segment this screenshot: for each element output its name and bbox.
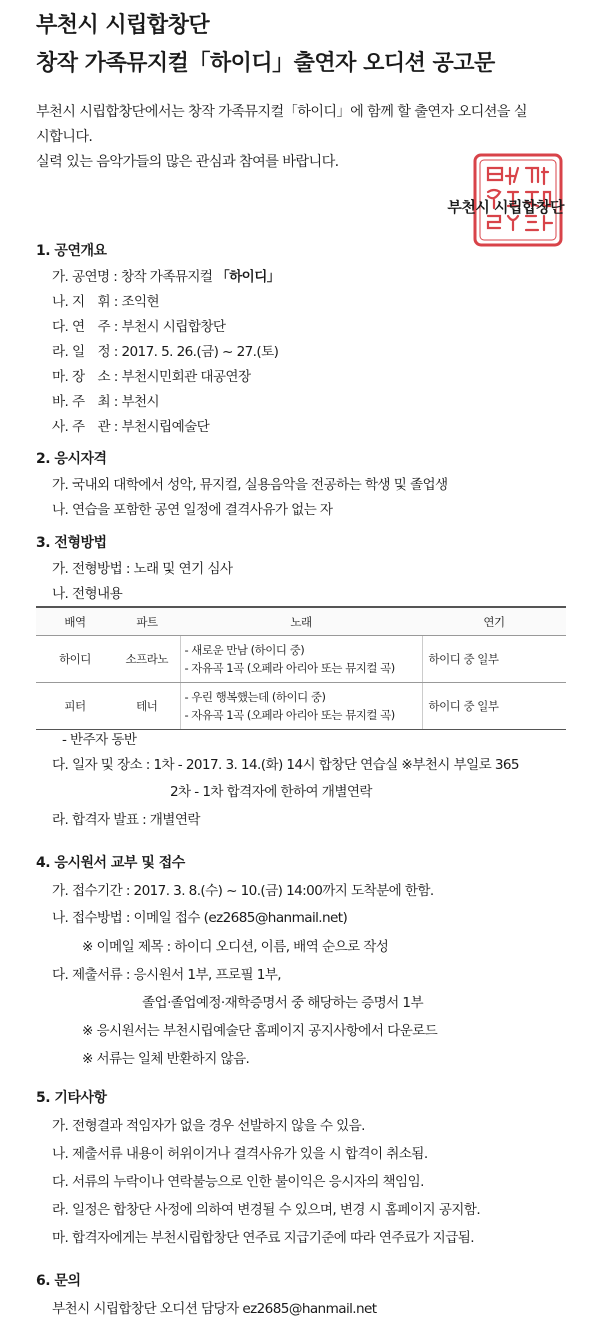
list-item: 가. 국내외 대학에서 성악, 뮤지컬, 실용음악을 전공하는 학생 및 졸업생 [52,477,448,493]
list-item: 다. 일자 및 장소 : 1차 - 2017. 3. 14.(화) 14시 합창단 연습실 ※부천시 부일로 365 [52,757,519,773]
acting-cell: 하이디 중 일부 [422,683,566,730]
accompanist-note: - 반주자 동반 [62,732,137,748]
table-header-cell: 배역 [36,607,114,636]
list-item: 2차 - 1차 합격자에 한하여 개별연락 [170,784,372,800]
page-title-org: 부천시 시립합창단 [36,13,210,38]
list-item: 나. 전형내용 [52,586,123,602]
signer-name: 부천시 시립합창단 [447,198,564,216]
part-cell: 테너 [114,683,180,730]
section-heading: 6. 문의 [36,1273,81,1289]
section-heading: 3. 전형방법 [36,535,107,551]
list-item: 라. 합격자 발표 : 개별연락 [52,812,200,828]
list-item [52,265,280,285]
song-item: - 새로운 만남 (하이디 중) [184,643,305,657]
list-item: 졸업·졸업예정·재학증명서 중 해당하는 증명서 1부 [142,995,424,1011]
section-heading: 1. 공연개요 [36,243,107,259]
acting-cell: 하이디 중 일부 [422,636,566,683]
list-item: 다. 제출서류 : 응시원서 1부, 프로필 1부, [52,967,282,983]
list-item: 마. 합격자에게는 부천시립합창단 연주료 지급기준에 따라 연주료가 지급됨. [52,1230,474,1246]
intro-line: 실력 있는 음악가들의 많은 관심과 참여를 바랍니다. [36,154,339,170]
list-item: 가. 전형방법 : 노래 및 연기 심사 [52,561,233,577]
section-heading: 4. 응시원서 교부 및 접수 [36,855,185,871]
list-item: 라. 일정은 합창단 사정에 의하여 변경될 수 있으며, 변경 시 홈페이지 공지함. [52,1202,481,1218]
part-cell: 소프라노 [114,636,180,683]
table-header-cell: 파트 [114,607,180,636]
table-header-row [36,607,566,636]
note-item: ※ 응시원서는 부천시립예술단 홈페이지 공지사항에서 다운로드 [82,1023,438,1039]
audition-table [36,606,566,730]
list-item-text: 가. 공연명 : 창작 가족뮤지컬 [52,269,217,285]
song-cell [180,636,422,683]
note-item: ※ 서류는 일체 반환하지 않음. [82,1051,250,1067]
section-heading: 5. 기타사항 [36,1090,107,1106]
table-header-cell: 연기 [422,607,566,636]
intro-line: 부천시 시립합창단에서는 창작 가족뮤지컬「하이디」에 함께 할 출연자 오디션을 실 [36,104,527,120]
role-cell: 하이디 [36,636,114,683]
table-header-cell: 노래 [180,607,422,636]
list-item: 마. 장 소 : 부천시민회관 대공연장 [52,369,251,385]
list-item: 나. 연습을 포함한 공연 일정에 결격사유가 없는 자 [52,502,333,518]
list-item: 나. 접수방법 : 이메일 접수 (ez2685@hanmail.net) [52,910,348,926]
list-item: 다. 연 주 : 부천시 시립합창단 [52,319,226,335]
table-row [36,683,566,730]
musical-title: 「하이디」 [216,269,280,285]
section-heading: 2. 응시자격 [36,451,107,467]
table-row [36,636,566,683]
list-item: 라. 일 정 : 2017. 5. 26.(금) ~ 27.(토) [52,344,279,360]
page-title-main: 창작 가족뮤지컬「하이디」출연자 오디션 공고문 [36,51,495,76]
list-item: 사. 주 관 : 부천시립예술단 [52,419,210,435]
note-item: ※ 이메일 제목 : 하이디 오디션, 이름, 배역 순으로 작성 [82,939,389,955]
contact-line: 부천시 시립합창단 오디션 담당자 ez2685@hanmail.net [52,1301,377,1317]
list-item: 가. 접수기간 : 2017. 3. 8.(수) ~ 10.(금) 14:00까지 도착분에 한함. [52,883,434,899]
song-item: - 자유곡 1곡 (오페라 아리아 또는 뮤지컬 곡) [184,661,395,675]
intro-line: 시합니다. [36,129,93,145]
song-cell [180,683,422,730]
role-cell: 피터 [36,683,114,730]
list-item: 나. 지 휘 : 조익현 [52,294,160,310]
song-item: - 자유곡 1곡 (오페라 아리아 또는 뮤지컬 곡) [184,708,395,722]
list-item: 다. 서류의 누락이나 연락불능으로 인한 불이익은 응시자의 책임임. [52,1174,424,1190]
list-item: 나. 제출서류 내용이 허위이거나 결격사유가 있을 시 합격이 취소됨. [52,1146,428,1162]
list-item: 가. 전형결과 적임자가 없을 경우 선발하지 않을 수 있음. [52,1118,365,1134]
song-item: - 우린 행복했는데 (하이디 중) [184,690,326,704]
list-item: 바. 주 최 : 부천시 [52,394,160,410]
